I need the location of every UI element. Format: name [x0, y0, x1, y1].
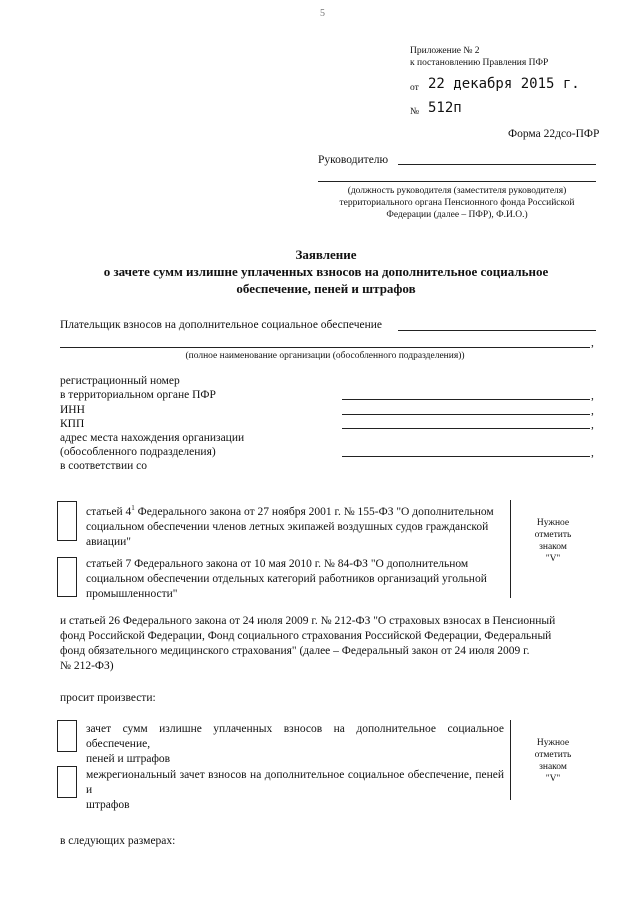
interregional-line1: межрегиональный зачет взносов на дополнительное социальное обеспечение, пеней и — [86, 769, 504, 796]
laws-mark-4: "V" — [545, 554, 561, 564]
payer-line-1 — [398, 330, 596, 331]
document-title — [60, 246, 592, 297]
addressee-note — [318, 185, 596, 221]
request-mark-2: отметить — [534, 750, 572, 760]
law-155-line1-rest: Федерального закона от 27 ноября 2001 г. № 155-ФЗ "О дополнительном — [134, 505, 494, 518]
article-26-line1: и статьей 26 Федерального закона от 24 июля 2009 г. № 212-ФЗ "О страховых взносах в Пенсионный — [60, 615, 556, 627]
addressee-line — [398, 164, 596, 165]
reg-number-label-1: регистрационный номер — [60, 375, 180, 387]
payer-line-2 — [60, 347, 590, 348]
law-155-line3: авиации" — [86, 535, 131, 548]
number-prefix: № — [410, 107, 420, 117]
article-26-line2: фонд Российской Федерации, Фонд социального страхования Российской Федерации, Федеральный — [60, 630, 552, 642]
law-155-part1: статьей 4 — [86, 505, 132, 518]
appendix-label: Приложение № 2 — [410, 46, 480, 56]
law-155-checkbox[interactable] — [57, 501, 77, 541]
document-date: 22 декабря 2015 г. — [428, 76, 580, 92]
payer-comma: , — [591, 337, 594, 349]
inn-comma: , — [591, 405, 594, 417]
interregional-option-text — [86, 768, 504, 813]
title-line2: о зачете сумм излишне уплаченных взносов на дополнительное социальное — [103, 264, 549, 279]
document-number: 512п — [428, 100, 462, 116]
addressee-note-line2: территориального органа Пенсионного фонда Российской — [339, 198, 575, 208]
addressee-line-2 — [318, 181, 596, 182]
kpp-line — [342, 428, 590, 429]
inn-label: ИНН — [60, 404, 85, 416]
title-line3: обеспечение, пеней и штрафов — [236, 281, 416, 296]
law-155-sup: 1 — [131, 504, 135, 512]
address-comma: , — [591, 447, 594, 459]
laws-divider — [510, 500, 511, 598]
laws-mark-3: знаком — [539, 542, 567, 552]
address-label-1: адрес места нахождения организации — [60, 432, 245, 444]
article-26-text — [60, 614, 594, 674]
law-84-checkbox[interactable] — [57, 557, 77, 597]
address-line — [342, 456, 590, 457]
offset-line1: зачет сумм излишне уплаченных взносов на дополнительное социальное обеспечение, — [86, 723, 504, 750]
laws-mark-hint — [518, 517, 588, 565]
law-84-line1: статьей 7 Федерального закона от 10 мая 2010 г. № 84-ФЗ "О дополнительном — [86, 558, 469, 570]
law-155-line2: социальном обеспечении членов летных экипажей воздушных судов гражданской — [86, 520, 489, 533]
form-code: Форма 22дсо-ПФР — [508, 128, 600, 140]
request-mark-3: знаком — [539, 762, 567, 772]
amounts-label: в следующих размерах: — [60, 835, 176, 847]
payer-label: Плательщик взносов на дополнительное социальное обеспечение — [60, 319, 383, 331]
kpp-label: КПП — [60, 418, 85, 430]
reg-number-label-2: в территориальном органе ПФР — [60, 389, 216, 401]
request-mark-1: Нужное — [536, 738, 570, 748]
request-label: просит произвести: — [60, 692, 156, 704]
article-26-line3: фонд обязательного медицинского страхования" (далее – Федеральный закон от 24 июля 2009 г. — [60, 645, 530, 657]
offset-checkbox[interactable] — [57, 720, 77, 752]
inn-line — [342, 414, 590, 415]
page-mark: 5 — [320, 8, 325, 19]
reg-number-comma: , — [591, 390, 594, 402]
request-mark-4: "V" — [545, 774, 561, 784]
kpp-comma: , — [591, 419, 594, 431]
laws-mark-2: отметить — [534, 530, 572, 540]
interregional-line2: штрафов — [86, 799, 130, 811]
law-84-line2: социальном обеспечении отдельных категорий работников организаций угольной — [86, 573, 487, 585]
address-label-2: (обособленного подразделения) — [60, 446, 216, 458]
request-divider — [510, 720, 511, 800]
request-mark-hint — [518, 737, 588, 785]
title-line1: Заявление — [295, 247, 357, 262]
laws-mark-1: Нужное — [536, 518, 570, 528]
article-26-line4: № 212-ФЗ) — [60, 660, 114, 672]
offset-option-text — [86, 722, 504, 767]
addressee-note-line1: (должность руководителя (заместителя руководителя) — [347, 186, 567, 196]
law-84-text — [86, 557, 504, 602]
law-155-text — [86, 501, 504, 550]
offset-line2: пеней и штрафов — [86, 753, 171, 765]
payer-name-note: (полное наименование организации (обособленного подразделения)) — [185, 351, 465, 361]
date-prefix: от — [410, 83, 419, 93]
law-84-line3: промышленности" — [86, 588, 178, 600]
addressee-note-line3: Федерации (далее – ПФР), Ф.И.О.) — [386, 210, 528, 220]
addressee-label: Руководителю — [318, 154, 389, 166]
accordance-label: в соответствии со — [60, 460, 148, 472]
interregional-offset-checkbox[interactable] — [57, 766, 77, 798]
reg-number-line — [342, 399, 590, 400]
resolution-label: к постановлению Правления ПФР — [410, 58, 549, 68]
